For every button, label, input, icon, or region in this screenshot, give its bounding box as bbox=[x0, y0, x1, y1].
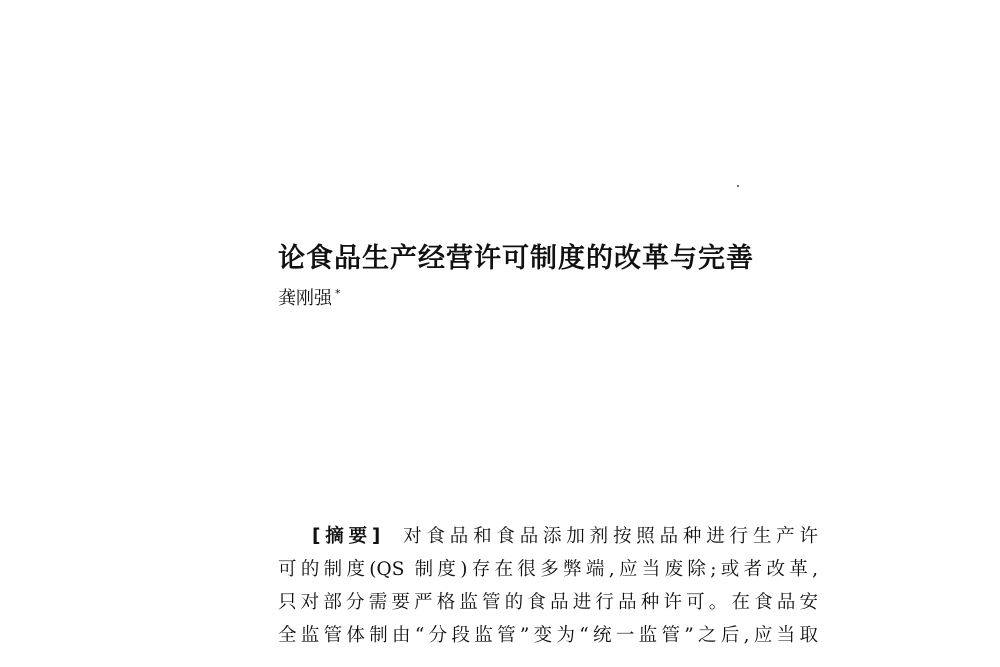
abstract-line: 只对部分需要严格监管的食品进行品种许可。在食品安 bbox=[278, 592, 818, 613]
abstract-line: 全监管体制由“分段监管”变为“统一监管”之后,应当取 bbox=[278, 625, 818, 646]
article-title: 论食品生产经营许可制度的改革与完善 bbox=[278, 243, 754, 274]
abstract-block bbox=[278, 520, 818, 652]
article-author bbox=[278, 284, 341, 310]
scan-speck bbox=[737, 185, 739, 187]
abstract-text: 对食品和食品添加剂按照品种进行生产许 bbox=[398, 526, 818, 547]
abstract-line: 可的制度(QS 制度)存在很多弊端,应当废除;或者改革, bbox=[278, 559, 818, 580]
abstract-label: [摘要] bbox=[312, 526, 381, 547]
author-name: 龚刚强 bbox=[278, 288, 332, 309]
abstract-line bbox=[278, 520, 818, 553]
author-footnote-mark: * bbox=[335, 287, 341, 300]
